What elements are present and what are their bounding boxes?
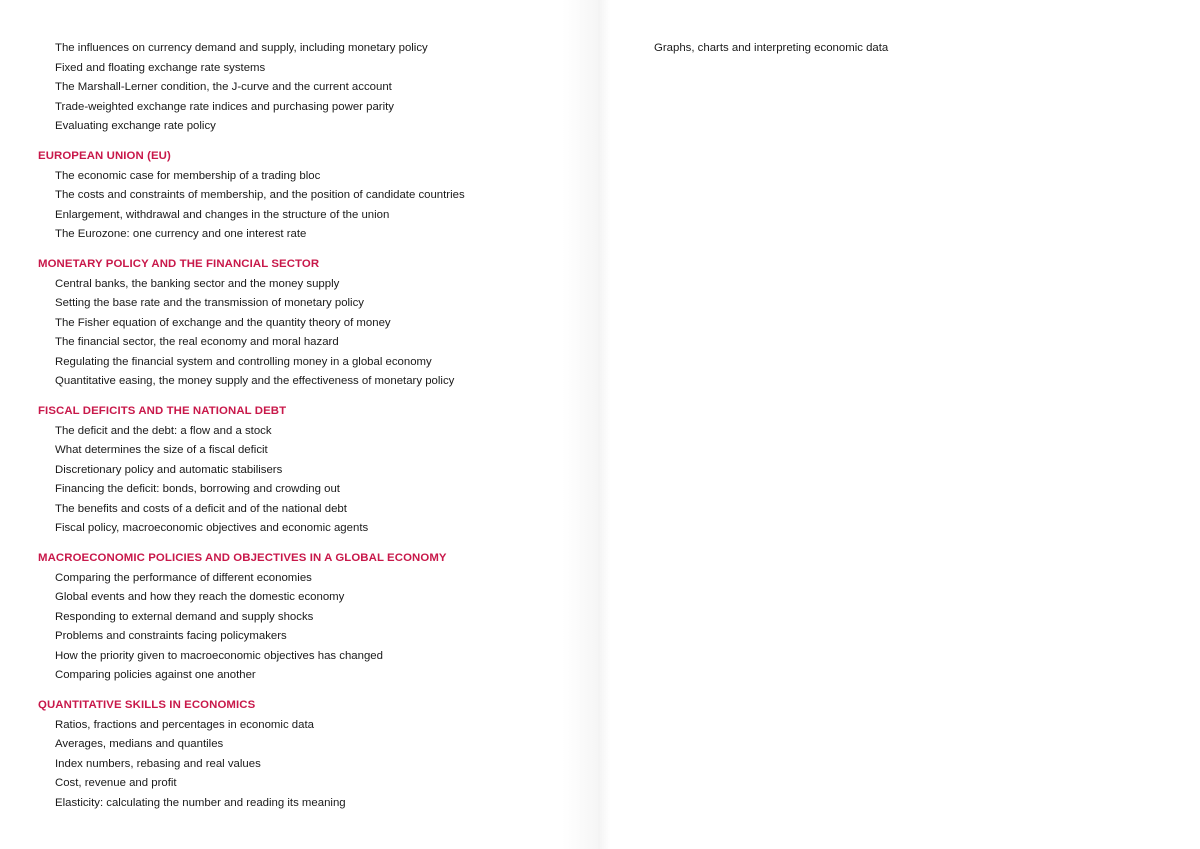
topic-list (38, 716, 598, 814)
topic-item: The economic case for membership of a trading bloc (55, 169, 321, 182)
topic-item: Index numbers, rebasing and real values (55, 757, 261, 770)
left-page (0, 0, 598, 849)
topic-list (38, 167, 598, 245)
topic-item: Fiscal policy, macroeconomic objectives and economic agents (55, 522, 369, 534)
section-heading: FISCAL DEFICITS AND THE NATIONAL DEBT (38, 404, 287, 417)
topic-list (38, 569, 598, 686)
topic-item: The Marshall-Lerner condition, the J-curve and the current account (55, 81, 392, 93)
right-page (598, 0, 1200, 849)
topic-item: Trade-weighted exchange rate indices and purchasing power parity (55, 100, 394, 113)
topic-item: The costs and constraints of membership, and the position of candidate countries (55, 189, 465, 201)
topic-item: The deficit and the debt: a flow and a stock (55, 424, 272, 437)
topic-item: Fixed and floating exchange rate systems (55, 61, 266, 74)
topic-item: Global events and how they reach the domestic economy (55, 591, 345, 603)
section-heading: MONETARY POLICY AND THE FINANCIAL SECTOR (38, 257, 320, 270)
topic-item: The benefits and costs of a deficit and of the national debt (55, 502, 347, 515)
topic-item: Evaluating exchange rate policy (55, 120, 216, 132)
topic-item: Setting the base rate and the transmission of monetary policy (55, 297, 364, 309)
section-monetary-policy (38, 253, 598, 392)
topic-item: What determines the size of a fiscal deficit (55, 444, 268, 456)
section-macroeconomic-policies (38, 547, 598, 686)
topic-item: Averages, medians and quantiles (55, 738, 224, 750)
section-quantitative-skills (38, 694, 598, 814)
section-quantitative-skills-continued (654, 39, 1200, 59)
topic-item: Responding to external demand and supply shocks (55, 610, 314, 623)
topic-item: Financing the deficit: bonds, borrowing and crowding out (55, 483, 340, 495)
topic-item: Cost, revenue and profit (55, 777, 177, 789)
topic-item: The Fisher equation of exchange and the quantity theory of money (55, 316, 391, 329)
topic-item: Elasticity: calculating the number and reading its meaning (55, 796, 346, 809)
topic-list (38, 422, 598, 539)
topic-list (654, 39, 1200, 59)
section-heading: QUANTITATIVE SKILLS IN ECONOMICS (38, 698, 256, 711)
section-exchange-rates (38, 39, 598, 137)
topic-item: The Eurozone: one currency and one interest rate (55, 228, 307, 240)
topic-item: The influences on currency demand and supply, including monetary policy (55, 42, 428, 54)
topic-item: The financial sector, the real economy and moral hazard (55, 336, 339, 348)
topic-list (38, 39, 598, 137)
section-heading: EUROPEAN UNION (EU) (38, 149, 171, 162)
section-fiscal-deficits (38, 400, 598, 539)
topic-item: How the priority given to macroeconomic objectives has changed (55, 649, 383, 662)
topic-item: Enlargement, withdrawal and changes in the structure of the union (55, 208, 390, 221)
topic-list (38, 275, 598, 392)
topic-item: Discretionary policy and automatic stabilisers (55, 463, 283, 476)
topic-item: Comparing policies against one another (55, 669, 256, 681)
topic-item: Regulating the financial system and controlling money in a global economy (55, 355, 432, 368)
section-european-union (38, 145, 598, 245)
topic-item: Problems and constraints facing policymakers (55, 630, 287, 642)
topic-item: Quantitative easing, the money supply and the effectiveness of monetary policy (55, 375, 455, 387)
topic-item: Graphs, charts and interpreting economic data (654, 42, 889, 54)
topic-item: Comparing the performance of different economies (55, 571, 312, 584)
topic-item: Ratios, fractions and percentages in economic data (55, 718, 314, 731)
section-heading: MACROECONOMIC POLICIES AND OBJECTIVES IN A GLOBAL ECONOMY (38, 551, 447, 564)
topic-item: Central banks, the banking sector and the money supply (55, 277, 340, 290)
